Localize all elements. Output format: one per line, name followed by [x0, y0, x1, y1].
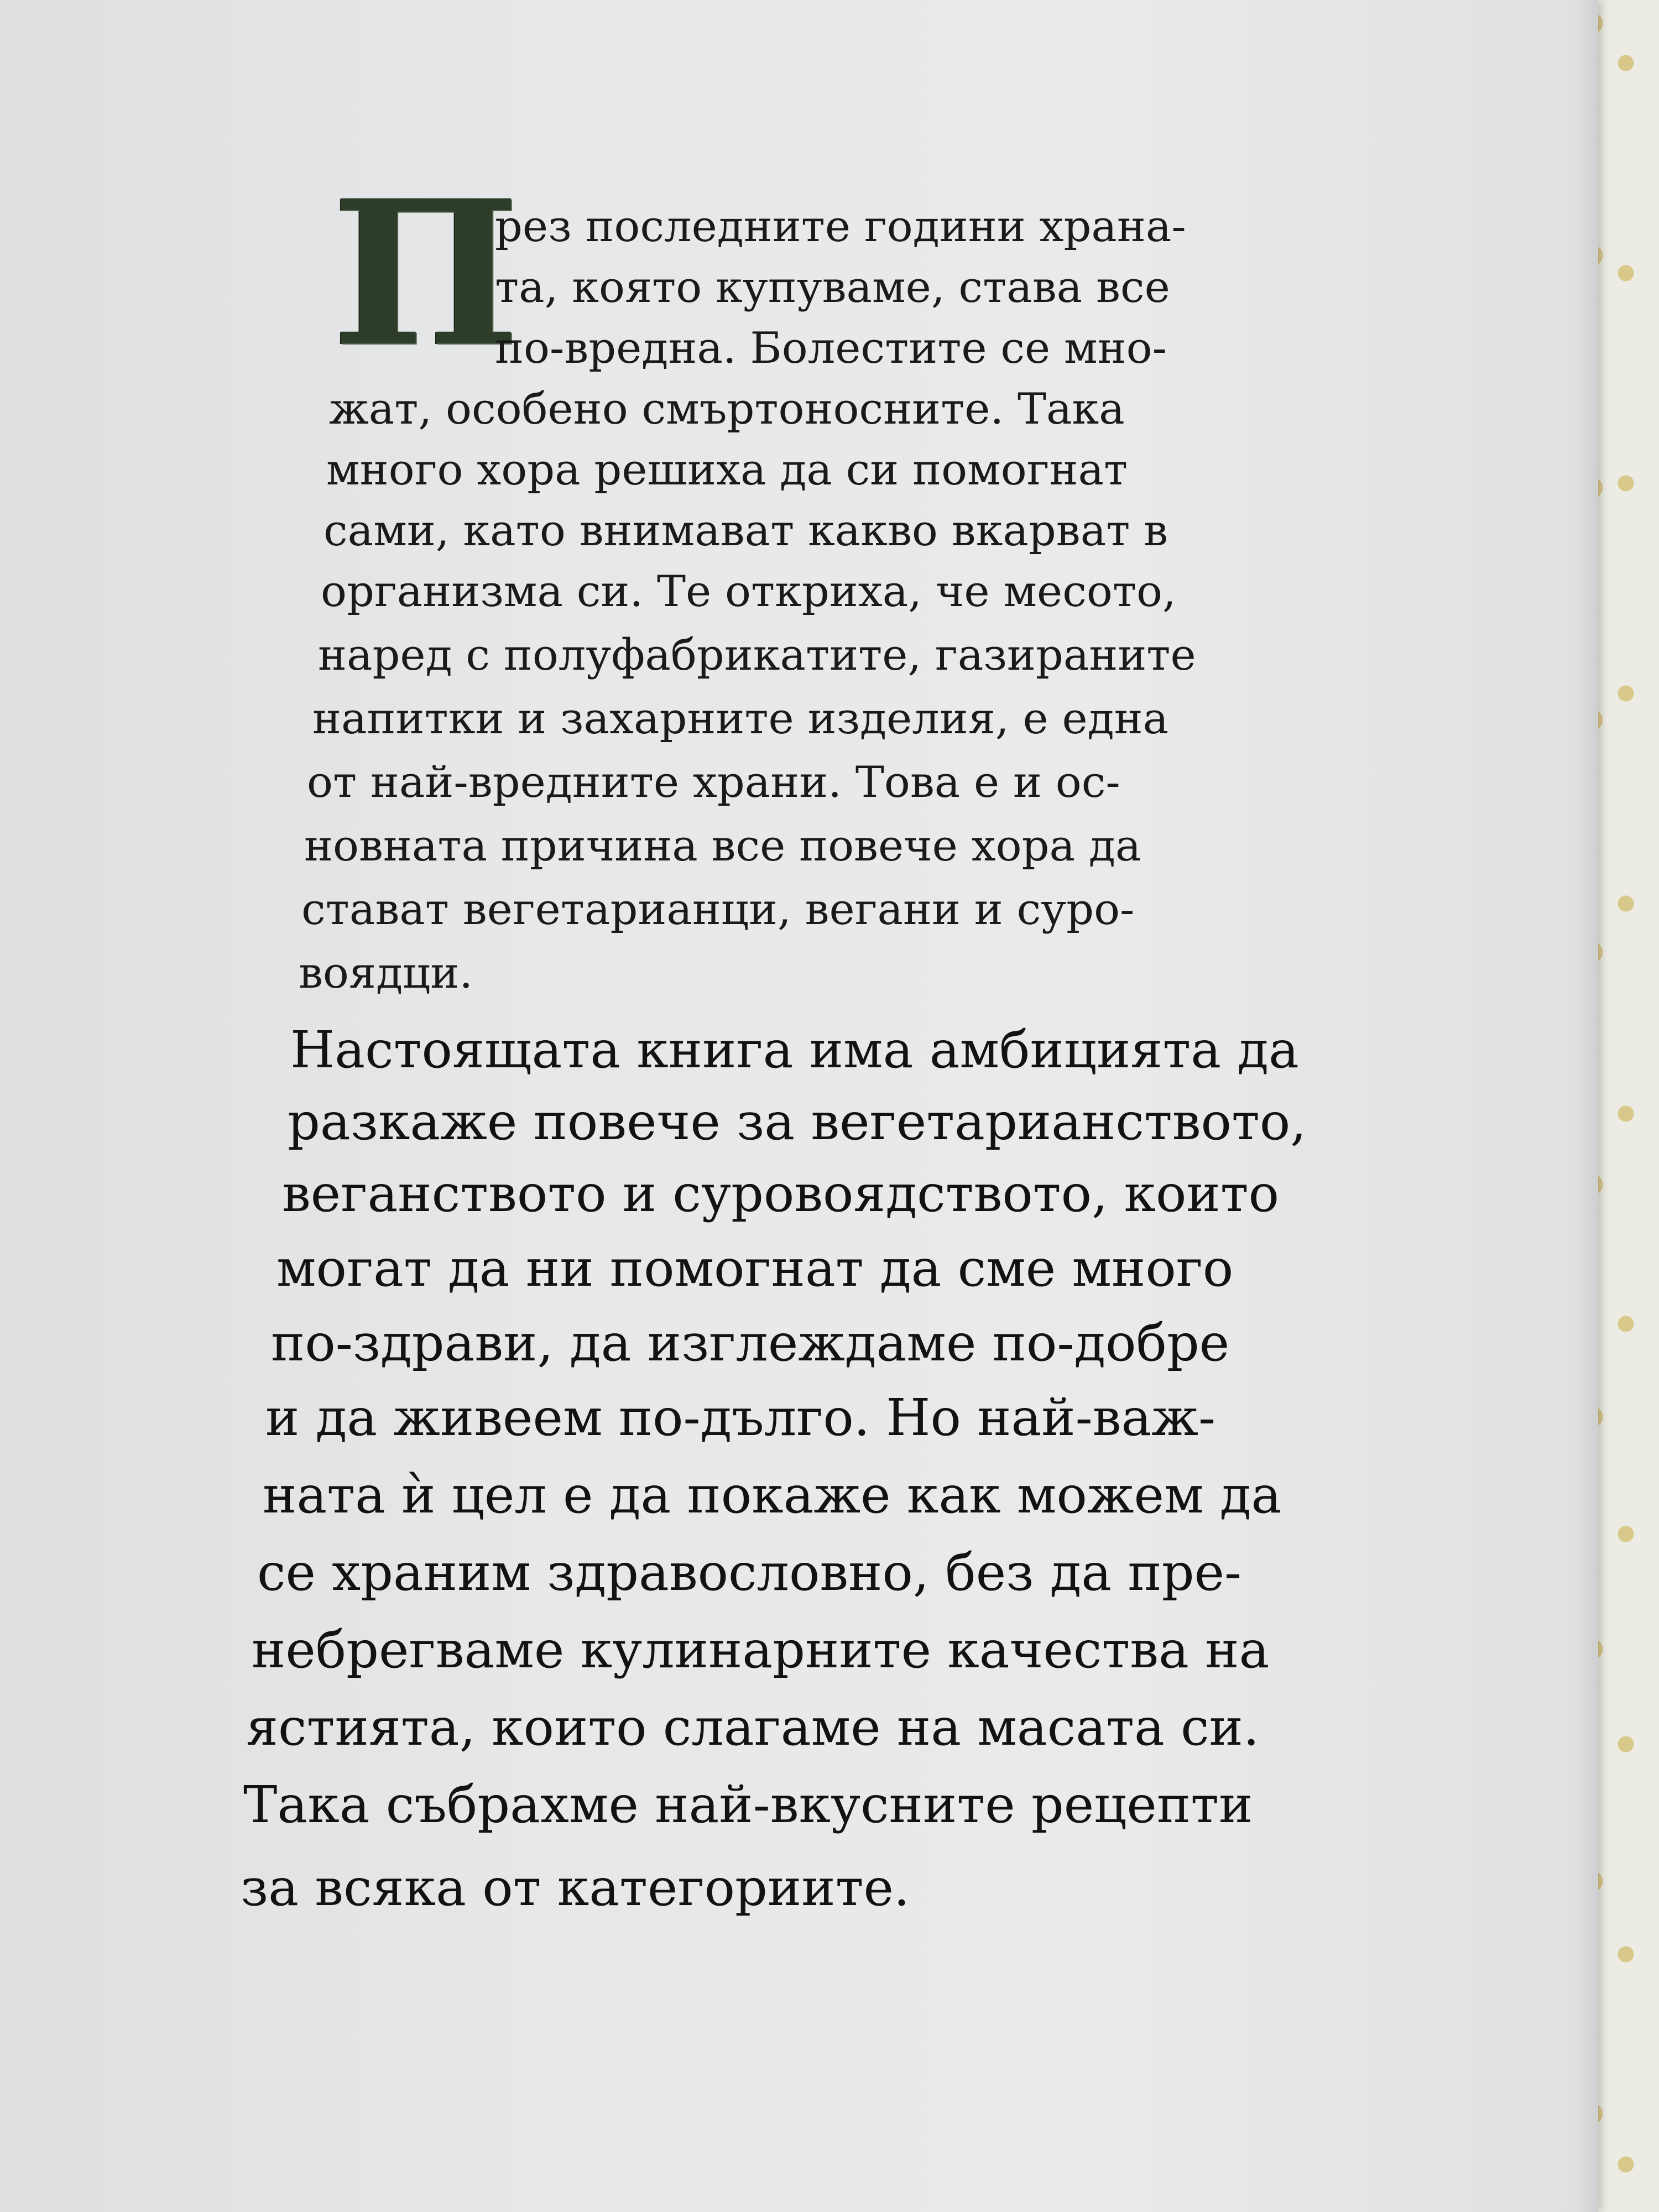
- text-line: сами, като внимават какво вкарват в: [324, 506, 1168, 556]
- text-line: воядци.: [299, 948, 473, 998]
- text-line: по-здрави, да изглеждаме по-добре: [271, 1313, 1230, 1373]
- text-line: разкаже повече за вегетарианството,: [288, 1092, 1307, 1151]
- drop-cap-letter: П: [332, 156, 520, 390]
- text-line: напитки и захарните изделия, е една: [312, 694, 1169, 744]
- text-line: стават вегетарианци, вегани и суро-: [301, 885, 1135, 935]
- text-line: та, която купуваме, става все: [495, 263, 1170, 312]
- text-line: могат да ни помогнат да сме много: [276, 1239, 1234, 1298]
- text-line: рез последните години храна-: [495, 202, 1186, 252]
- text-line: за всяка от категориите.: [241, 1858, 910, 1917]
- text-line: много хора решиха да си помогнат: [326, 445, 1128, 495]
- text-line: ната ѝ цел е да покаже как можем да: [263, 1465, 1282, 1525]
- text-line: веганството и суровоядството, които: [282, 1164, 1279, 1223]
- text-line: наред с полуфабрикатите, газираните: [318, 630, 1196, 680]
- text-line: ястията, които слагаме на масата си.: [246, 1698, 1260, 1757]
- text-line: се храним здравословно, без да пре-: [257, 1543, 1242, 1602]
- text-line: жат, особено смъртоносните. Така: [329, 384, 1125, 434]
- text-line: организма си. Те откриха, че месото,: [321, 567, 1176, 617]
- text-line: небрегваме кулинарните качества на: [252, 1620, 1270, 1679]
- text-line: по-вредна. Болестите се мно-: [495, 324, 1167, 373]
- text-line: от най-вредните храни. Това е и ос-: [307, 758, 1120, 807]
- text-line: Така събрахме най-вкусните рецепти: [243, 1775, 1253, 1834]
- text-line: новната причина все повече хора да: [304, 821, 1141, 871]
- text-line: и да живеем по-дълго. Но най-важ-: [265, 1388, 1216, 1447]
- text-line: Настоящата книга има амбицията да: [290, 1020, 1299, 1079]
